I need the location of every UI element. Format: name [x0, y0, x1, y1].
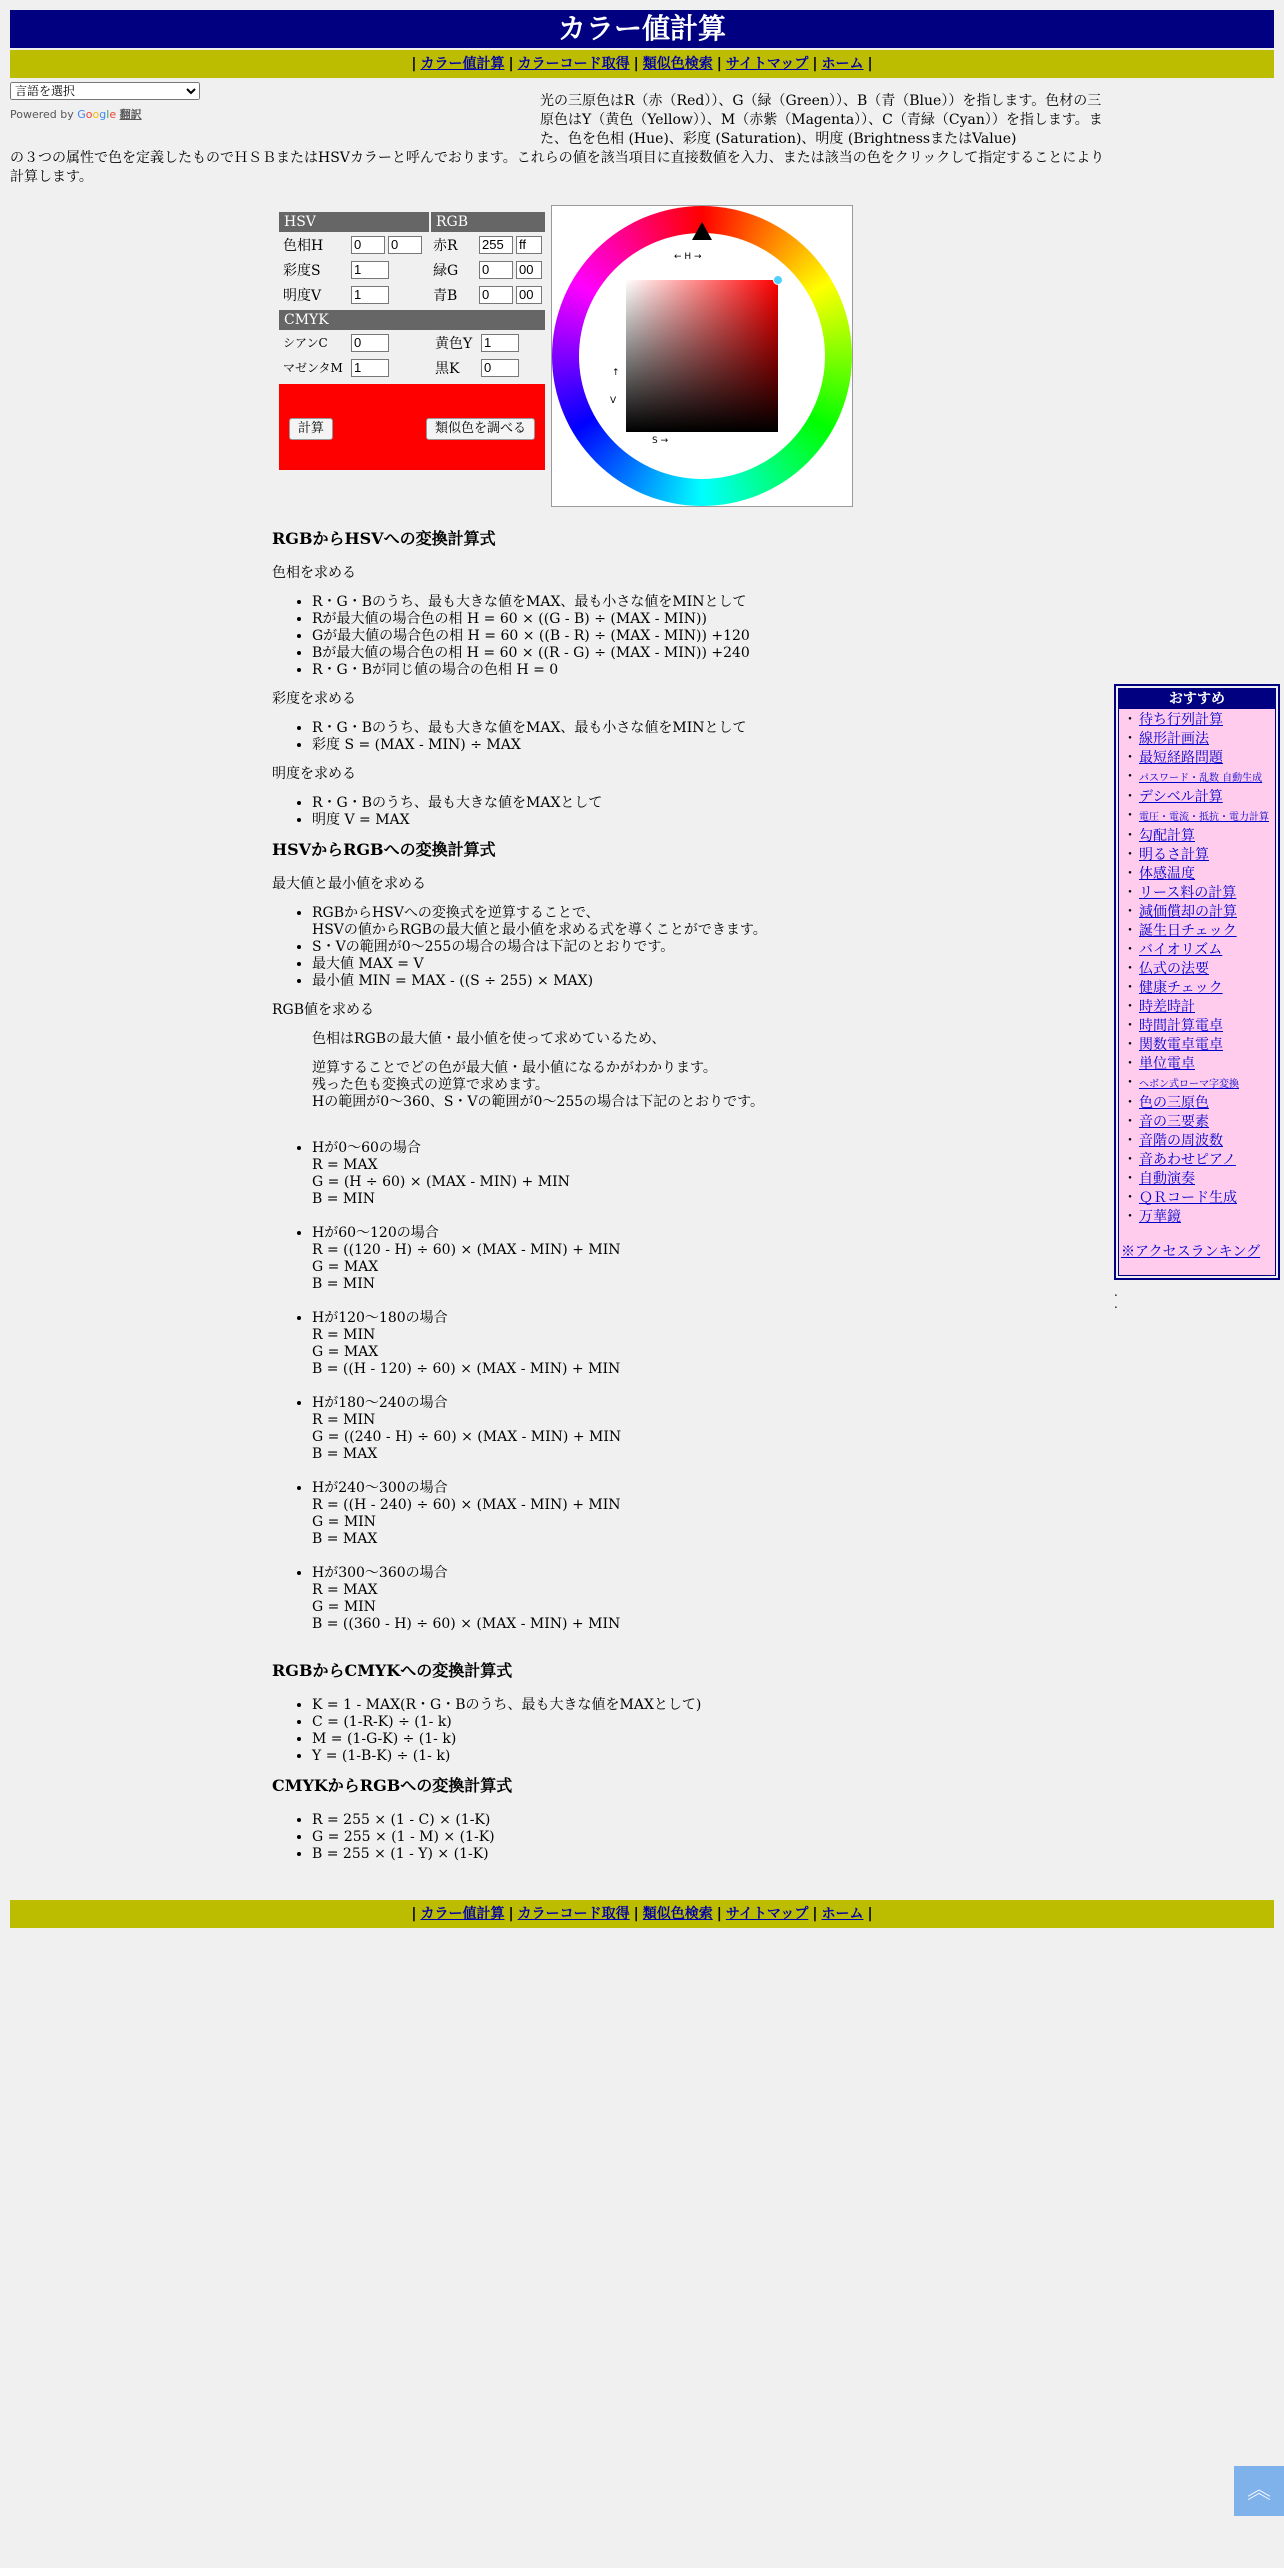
blue-input[interactable]	[479, 286, 513, 304]
rgb-list	[272, 1812, 1112, 1863]
intro-text-right: 光の三原色はR（赤（Red））、G（緑（Green））、B（青（Blue））を指します。色材の三原色はY（黄色（Yellow））、M（赤紫（Magenta））、C（青緑（Cyan））を指します。また、色を色相 (Hue)、彩度 (Saturation)、明度 (BrightnessまたはValue)	[540, 93, 1103, 147]
recommend-item	[1123, 1094, 1271, 1113]
recommend-item	[1123, 884, 1271, 903]
calculator-panel	[279, 212, 545, 470]
nav-link-color-calc[interactable]: カラー値計算	[420, 56, 505, 72]
recommend-link[interactable]: パスワード・乱数 自動生成	[1139, 773, 1263, 784]
recommend-link[interactable]: 仏式の法要	[1139, 961, 1209, 977]
blue-label: 青B	[433, 287, 458, 304]
list-item: • R・G・Bが同じ値の場合の色相 H = 0	[312, 662, 1112, 679]
bullet-icon: ・	[1123, 885, 1137, 901]
rgb-value-text-1: 色相はRGBの最大値・最小値を使って求めているため、	[312, 1031, 666, 1047]
recommend-item	[1123, 941, 1271, 960]
recommend-item	[1123, 903, 1271, 922]
rgb-value-list	[272, 1123, 1112, 1650]
bullet-icon: ・	[1123, 866, 1137, 882]
recommend-link[interactable]: 勾配計算	[1139, 828, 1195, 844]
powered-by-text: Powered by	[10, 108, 74, 121]
red-input[interactable]	[479, 236, 513, 254]
blue-hex-input[interactable]	[516, 286, 542, 304]
double-chevron-up-icon: ︽	[1247, 2476, 1271, 2504]
cyan-label: シアンC	[283, 336, 328, 350]
recommend-link[interactable]: 健康チェック	[1139, 980, 1223, 996]
nav-link-home[interactable]: ホーム	[821, 56, 864, 72]
saturation-subtitle: 彩度を求める	[272, 691, 356, 707]
recommend-link[interactable]: バイオリズム	[1139, 942, 1223, 958]
bullet-icon: ・	[1123, 1171, 1137, 1187]
recommend-item	[1123, 1055, 1271, 1074]
recommend-item	[1123, 730, 1271, 749]
recommend-link[interactable]: 電圧・電流・抵抗・電力計算	[1139, 812, 1269, 823]
magenta-label: マゼンタM	[283, 361, 343, 375]
recommend-item	[1123, 998, 1271, 1017]
scroll-to-top-button[interactable]	[1234, 2466, 1284, 2516]
bullet-icon: ・	[1123, 999, 1137, 1015]
list-item: • R・G・Bのうち、最も大きな値をMAXとして	[312, 795, 1112, 812]
list-item: • Hが240～300の場合 R = ((H - 240) ÷ 60) × (MAX - MIN) + MIN G = MIN B = MAX	[312, 1480, 1112, 1548]
bullet-icon: ・	[1123, 961, 1137, 977]
bullet-icon: ・	[1123, 1018, 1137, 1034]
green-label: 緑G	[433, 262, 459, 279]
recommend-item	[1123, 827, 1271, 846]
section-heading-cmyk-to-rgb: CMYKからRGBへの変換計算式	[272, 1776, 513, 1795]
black-input[interactable]	[481, 359, 519, 377]
nav-link-home[interactable]: ホーム	[821, 1906, 864, 1922]
recommend-item	[1123, 1113, 1271, 1132]
recommend-item	[1123, 788, 1271, 807]
dot: .	[1114, 1285, 1118, 1299]
bullet-icon: ・	[1123, 731, 1137, 747]
list-item: • 彩度 S = (MAX - MIN) ÷ MAX	[312, 737, 1112, 754]
bullet-icon: ・	[1123, 750, 1137, 766]
recommend-link[interactable]: 体感温度	[1139, 866, 1195, 882]
translate-link[interactable]: 翻訳	[119, 108, 142, 121]
section-heading-rgb-to-hsv: RGBからHSVへの変換計算式	[272, 529, 496, 548]
list-item: • Hが0～60の場合 R = MAX G = (H ÷ 60) × (MAX - MIN) + MIN B = MIN	[312, 1140, 1112, 1208]
list-item: • Gが最大値の場合色の相 H = 60 × ((B - R) ÷ (MAX - MIN)) +120	[312, 628, 1112, 645]
recommend-list	[1119, 709, 1275, 1227]
access-ranking-link[interactable]: ※アクセスランキング	[1121, 1244, 1261, 1260]
recommend-link[interactable]: 音の三要素	[1139, 1114, 1209, 1130]
nav-link-color-calc[interactable]: カラー値計算	[420, 1906, 505, 1922]
list-item: • Rが最大値の場合色の相 H = 60 × ((G - B) ÷ (MAX - MIN))	[312, 611, 1112, 628]
green-hex-input[interactable]	[516, 261, 542, 279]
recommend-item	[1123, 979, 1271, 998]
recommend-link[interactable]: 音あわせピアノ	[1139, 1152, 1236, 1168]
red-label: 赤R	[433, 237, 458, 254]
red-hex-input[interactable]	[516, 236, 542, 254]
bullet-icon: ・	[1123, 1209, 1137, 1225]
hue-input[interactable]	[351, 236, 385, 254]
saturation-list	[272, 720, 1112, 754]
list-item: • S・Vの範囲が0～255の場合の場合は下記のとおりです。	[312, 939, 1112, 956]
list-item: • M = (1-G-K) ÷ (1- k)	[312, 1731, 1112, 1748]
list-item: • B = 255 × (1 - Y) × (1-K)	[312, 1846, 1112, 1863]
nav-link-similar[interactable]: 類似色検索	[642, 1906, 713, 1922]
page-title: カラー値計算	[10, 10, 1274, 48]
hue-pointer-icon[interactable]	[692, 222, 712, 240]
recommend-link[interactable]: デシベル計算	[1139, 789, 1223, 805]
list-item: • Hが120～180の場合 R = MIN G = MAX B = ((H - 120) ÷ 60) × (MAX - MIN) + MIN	[312, 1310, 1112, 1378]
list-item: • 最小値 MIN = MAX - ((S ÷ 255) × MAX)	[312, 973, 1112, 990]
sidebar-dots	[1114, 1286, 1118, 1310]
maxmin-subtitle: 最大値と最小値を求める	[272, 876, 426, 892]
value-axis-arrow: ↑	[612, 368, 620, 378]
recommend-item	[1123, 807, 1271, 827]
recommend-link[interactable]: ＱＲコード生成	[1139, 1190, 1237, 1206]
language-select[interactable]	[10, 82, 200, 100]
recommend-item	[1123, 846, 1271, 865]
bullet-icon: ・	[1123, 847, 1137, 863]
list-item: • R = 255 × (1 - C) × (1-K)	[312, 1812, 1112, 1829]
bullet-icon: ・	[1123, 1095, 1137, 1111]
calculate-button[interactable]: 計算	[289, 418, 333, 440]
maxmin-list	[272, 905, 1112, 990]
recommend-item	[1123, 1208, 1271, 1227]
saturation-axis-label: S →	[652, 436, 669, 446]
bullet-icon: ・	[1123, 904, 1137, 920]
formula-content	[272, 520, 1112, 1875]
bullet-icon: ・	[1123, 942, 1137, 958]
rgb-value-subtitle: RGB値を求める	[272, 1002, 375, 1018]
bullet-icon: ・	[1123, 769, 1137, 785]
value-list	[272, 795, 1112, 829]
value-axis-label: V	[610, 396, 617, 406]
recommend-link[interactable]: 待ち行列計算	[1139, 712, 1223, 728]
section-heading-rgb-to-cmyk: RGBからCMYKへの変換計算式	[272, 1661, 513, 1680]
recommend-item	[1123, 1132, 1271, 1151]
bullet-icon: ・	[1123, 789, 1137, 805]
google-logo: Google	[77, 108, 117, 121]
value-subtitle: 明度を求める	[272, 766, 356, 782]
yellow-input[interactable]	[481, 334, 519, 352]
nav-link-color-code[interactable]: カラーコード取得	[517, 56, 630, 72]
recommend-link[interactable]: 単位電卓	[1139, 1056, 1195, 1072]
recommend-item	[1123, 960, 1271, 979]
dot: .	[1114, 1297, 1118, 1311]
recommend-link[interactable]: リース料の計算	[1139, 885, 1237, 901]
cmyk-header: CMYK	[279, 310, 545, 330]
hue-label: 色相H	[283, 237, 324, 254]
recommend-link[interactable]: 時差時計	[1139, 999, 1195, 1015]
list-item: • Hが300～360の場合 R = MAX G = MIN B = ((360 - H) ÷ 60) × (MAX - MIN) + MIN	[312, 1565, 1112, 1633]
list-item: • K = 1 - MAX(R・G・Bのうち、最も大きな値をMAXとして)	[312, 1697, 1112, 1714]
recommend-item	[1123, 865, 1271, 884]
rgb-header: RGB	[431, 212, 545, 232]
green-input[interactable]	[479, 261, 513, 279]
hue-subtitle: 色相を求める	[272, 565, 356, 581]
hsv-header: HSV	[279, 212, 429, 232]
recommend-item	[1123, 711, 1271, 730]
rgb-value-text-2: 逆算することでどの色が最大値・最小値になるかがわかります。 残った色も変換式の逆算で求めます。 Hの範囲が0～360、S・Vの範囲が0～255の場合は下記のとおりです。	[312, 1060, 765, 1110]
recommend-link[interactable]: 線形計画法	[1139, 731, 1209, 747]
bullet-icon: ・	[1123, 1133, 1137, 1149]
recommend-link[interactable]: 音階の周波数	[1139, 1133, 1223, 1149]
nav-link-sitemap[interactable]: サイトマップ	[725, 56, 809, 72]
top-nav: | カラー値計算 | カラーコード取得 | 類似色検索 | サイトマップ | ホーム |	[10, 50, 1274, 78]
nav-link-sitemap[interactable]: サイトマップ	[725, 1906, 809, 1922]
intro-text-left: の３つの属性で色を定義したものでＨＳＢまたはHSVカラーと呼んでおります。これらの値を該当項目に直接数値を入力、または該当の色をクリックして指定することにより計算します。	[10, 150, 1105, 185]
bullet-icon: ・	[1123, 1075, 1137, 1091]
recommend-box	[1114, 684, 1280, 1280]
list-item: • Hが180～240の場合 R = MIN G = ((240 - H) ÷ 60) × (MAX - MIN) + MIN B = MAX	[312, 1395, 1112, 1463]
color-picker[interactable]	[551, 205, 853, 507]
section-heading-hsv-to-rgb: HSVからRGBへの変換計算式	[272, 840, 496, 859]
bullet-icon: ・	[1123, 1114, 1137, 1130]
list-item: • Bが最大値の場合色の相 H = 60 × ((R - G) ÷ (MAX - MIN)) +240	[312, 645, 1112, 662]
bullet-icon: ・	[1123, 980, 1137, 996]
list-item: • C = (1-R-K) ÷ (1- k)	[312, 1714, 1112, 1731]
bullet-icon: ・	[1123, 923, 1137, 939]
recommend-item	[1123, 1074, 1271, 1094]
value-input[interactable]	[351, 286, 389, 304]
recommend-title: おすすめ	[1119, 689, 1275, 709]
recommend-link[interactable]: 色の三原色	[1139, 1095, 1209, 1111]
bullet-icon: ・	[1123, 1056, 1137, 1072]
bullet-icon: ・	[1123, 808, 1137, 824]
recommend-link[interactable]: 最短経路問題	[1139, 750, 1223, 766]
hue-axis-label: ← H →	[674, 252, 702, 262]
black-label: 黒K	[435, 360, 460, 377]
list-item: • 最大値 MAX = V	[312, 956, 1112, 973]
recommend-item	[1123, 922, 1271, 941]
list-item: • G = 255 × (1 - M) × (1-K)	[312, 1829, 1112, 1846]
value-label: 明度V	[283, 287, 322, 304]
list-item: • Hが60～120の場合 R = ((120 - H) ÷ 60) × (MAX - MIN) + MIN G = MAX B = MIN	[312, 1225, 1112, 1293]
recommend-item	[1123, 1170, 1271, 1189]
magenta-input[interactable]	[351, 359, 389, 377]
recommend-item	[1123, 749, 1271, 768]
find-similar-button[interactable]: 類似色を調べる	[426, 418, 535, 440]
recommend-link[interactable]: 誕生日チェック	[1139, 923, 1237, 939]
recommend-link[interactable]: ヘボン式ローマ字変換	[1139, 1079, 1239, 1090]
recommend-item	[1123, 1189, 1271, 1208]
saturation-value-square[interactable]	[626, 280, 778, 432]
list-item: • RGBからHSVへの変換式を逆算することで、 HSVの値からRGBの最大値と最小値を求める式を導くことができます。	[312, 905, 1112, 939]
list-item: • R・G・Bのうち、最も大きな値をMAX、最も小さな値をMINとして	[312, 720, 1112, 737]
recommend-item	[1123, 1017, 1271, 1036]
saturation-input[interactable]	[351, 261, 389, 279]
picker-marker[interactable]	[773, 275, 783, 285]
google-translate-credit	[10, 106, 142, 122]
bullet-icon: ・	[1123, 828, 1137, 844]
nav-link-similar[interactable]: 類似色検索	[642, 56, 713, 72]
bullet-icon: ・	[1123, 1190, 1137, 1206]
nav-link-color-code[interactable]: カラーコード取得	[517, 1906, 630, 1922]
recommend-link[interactable]: 減価償却の計算	[1139, 904, 1237, 920]
list-item: • Y = (1-B-K) ÷ (1- k)	[312, 1748, 1112, 1765]
recommend-link[interactable]: 時間計算電卓	[1139, 1018, 1223, 1034]
recommend-link[interactable]: 自動演奏	[1139, 1171, 1195, 1187]
bullet-icon: ・	[1123, 712, 1137, 728]
recommend-item	[1123, 1036, 1271, 1055]
yellow-label: 黄色Y	[435, 335, 473, 352]
cyan-input[interactable]	[351, 334, 389, 352]
recommend-link[interactable]: 明るさ計算	[1139, 847, 1209, 863]
list-item: • R・G・Bのうち、最も大きな値をMAX、最も小さな値をMINとして	[312, 594, 1112, 611]
recommend-link[interactable]: 万華鏡	[1139, 1209, 1181, 1225]
recommend-link[interactable]: 関数電卓電卓	[1139, 1037, 1223, 1053]
list-item: • 明度 V = MAX	[312, 812, 1112, 829]
hue-list	[272, 594, 1112, 679]
recommend-item	[1123, 768, 1271, 788]
hue-input-2[interactable]	[388, 236, 422, 254]
bullet-icon: ・	[1123, 1037, 1137, 1053]
bottom-nav: | カラー値計算 | カラーコード取得 | 類似色検索 | サイトマップ | ホーム |	[10, 1900, 1274, 1928]
recommend-item	[1123, 1151, 1271, 1170]
bullet-icon: ・	[1123, 1152, 1137, 1168]
saturation-label: 彩度S	[283, 262, 321, 279]
color-preview	[279, 384, 545, 470]
cmyk-list	[272, 1697, 1112, 1765]
